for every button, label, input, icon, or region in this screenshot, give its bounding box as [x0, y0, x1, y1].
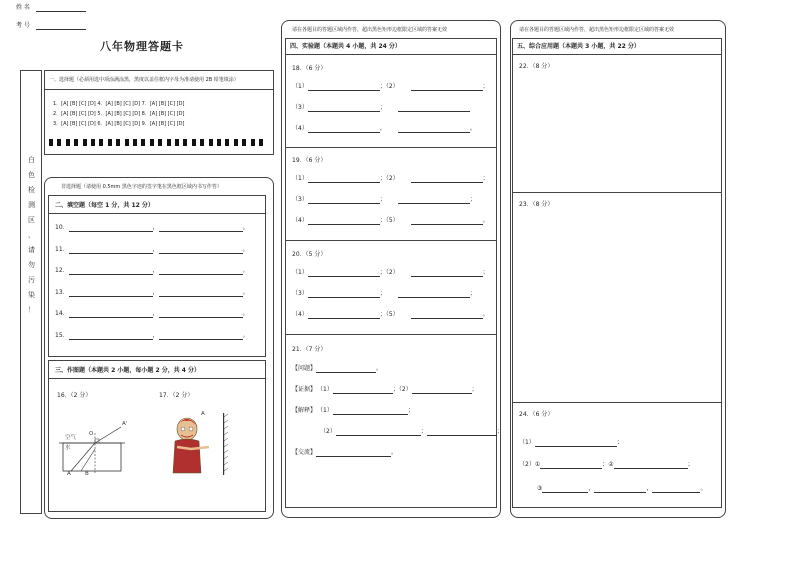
fill-in-input[interactable]: [69, 289, 153, 297]
fill-in-row: 11． ， 。: [55, 245, 249, 253]
q21-exchange-row: 【交流】 。: [292, 449, 398, 456]
q19-input[interactable]: [411, 175, 483, 183]
q21-question-row: 【问题】 。: [292, 365, 383, 372]
q24-label: 24．（6 分）: [519, 411, 554, 418]
q21-explain-row-2: （2） ； ；: [320, 428, 503, 435]
q20-label: 20．（5 分）: [292, 251, 327, 258]
name-input[interactable]: [36, 4, 86, 12]
timing-mark: [108, 139, 112, 146]
q24-row-1: （1） ；: [519, 439, 623, 446]
q24-input-6[interactable]: [652, 485, 700, 493]
timing-mark: [183, 139, 187, 146]
timing-mark: [217, 139, 221, 146]
name-label: 姓 名: [16, 4, 30, 11]
q24-input-1[interactable]: [535, 439, 617, 447]
side-notice-char: 区: [28, 216, 35, 224]
fill-in-row: 13． ， 。: [55, 288, 249, 296]
timing-mark: [116, 139, 120, 146]
side-notice-char: 污: [28, 276, 35, 284]
q21-explain-row: 【解释】 （1） ；: [292, 407, 414, 414]
timing-mark: [225, 139, 229, 146]
q19-row: （1） ；（2） ；: [292, 175, 489, 182]
timing-mark: [175, 139, 179, 146]
section-experiments-title: 四、实验题（本题共 4 小题，共 24 分）: [290, 43, 401, 50]
timing-mark: [91, 139, 95, 146]
timing-mark: [150, 139, 154, 146]
timing-mark: [83, 139, 87, 146]
fill-in-number: 13．: [55, 288, 69, 296]
q22-answer-area[interactable]: [513, 55, 721, 192]
section-applications-title: 五、综合应用题（本题共 3 小题，共 22 分）: [517, 43, 640, 50]
timing-mark: [74, 139, 78, 146]
fill-in-input[interactable]: [69, 246, 153, 254]
q19-row: （4） ；（5） 。: [292, 217, 489, 224]
timing-mark: [192, 139, 196, 146]
q21-explain-label: 【解释】: [292, 407, 317, 414]
timing-mark: [242, 139, 246, 146]
choice-row-2[interactable]: 2．[A] [B] [C] [D] 5．[A] [B] [C] [D] 8．[A] [B] [C] [D]: [53, 111, 185, 117]
timing-mark: [141, 139, 145, 146]
mirror-figure[interactable]: [161, 407, 237, 479]
fill-in-number: 10．: [55, 224, 69, 231]
q18-input[interactable]: [308, 125, 380, 133]
section-drawing: [48, 360, 266, 512]
exam-number-input[interactable]: [36, 22, 86, 30]
q21-evidence-row: 【证据】 （1） ；（2） ；: [292, 386, 478, 393]
side-notice-char: 白: [28, 156, 35, 164]
q20-input[interactable]: [308, 290, 380, 298]
name-row: [16, 4, 86, 12]
fill-in-input[interactable]: [69, 310, 153, 318]
col2-notice: 请在各题目的答题区域内作答，超出黑色矩形边框限定区域的答案无效: [292, 27, 448, 33]
q18-row: （4） 。 。: [292, 125, 476, 132]
side-notice-char: ！: [28, 306, 35, 314]
side-notice-char: 请: [28, 246, 35, 254]
q20-input[interactable]: [308, 311, 380, 319]
timing-mark: [66, 139, 70, 146]
timing-mark: [259, 139, 263, 146]
side-notice-char: 染: [28, 291, 35, 299]
q16-label: 16．（2 分）: [57, 392, 92, 399]
fill-in-input[interactable]: [159, 310, 243, 318]
q20-row: （4） ；（5） 。: [292, 311, 489, 318]
section-fill-in: [48, 195, 266, 357]
timing-mark: [209, 139, 213, 146]
q19-input[interactable]: [411, 217, 483, 225]
section-choice-title: 一、选择题（必须用选中项涂满涂黑，黑度以盖住框内字母为准请使用 2B 铅笔填涂）: [49, 77, 239, 83]
q23-answer-area[interactable]: [513, 193, 721, 401]
q20-row: （1） ；（2） ；: [292, 269, 489, 276]
side-notice-char: 勿: [28, 261, 35, 269]
q20-row: （3） ； ；: [292, 290, 476, 297]
fill-in-input[interactable]: [159, 267, 243, 275]
q19-row: （3） ； ；: [292, 196, 476, 203]
timing-mark: [158, 139, 162, 146]
q19-input[interactable]: [398, 196, 470, 204]
section-choice: [44, 70, 274, 155]
nonchoice-note: 非选择题（请使用 0.5mm 黑色字迹的签字笔在黑色框区域内书写作答）: [61, 184, 222, 190]
side-notice-char: 测: [28, 201, 35, 209]
fill-in-number: 14．: [55, 310, 69, 317]
point-o-label: O: [89, 431, 94, 437]
point-b-label: B: [85, 471, 89, 475]
timing-marks: [49, 139, 269, 147]
side-notice-char: 色: [28, 171, 35, 179]
choice-row-3[interactable]: 3．[A] [B] [C] [D] 6．[A] [B] [C] [D] 9．[A] [B] [C] [D]: [53, 121, 185, 127]
q21-label: 21．（7 分）: [292, 346, 327, 353]
timing-mark: [133, 139, 137, 146]
fill-in-row: 10． ， 。: [55, 224, 249, 231]
q18-input[interactable]: [411, 83, 483, 91]
q18-input[interactable]: [308, 83, 380, 91]
q20-input[interactable]: [411, 269, 483, 277]
q22-label: 22．（8 分）: [519, 63, 554, 70]
side-notice-char: ，: [28, 231, 35, 239]
point-a-prime-label: A': [122, 421, 128, 427]
fill-in-input[interactable]: [69, 332, 153, 340]
q18-label: 18．（6 分）: [292, 65, 327, 72]
q19-input[interactable]: [308, 217, 380, 225]
exam-number-row: [16, 22, 86, 30]
q24-row-2: （2）① ；② ；: [519, 461, 694, 468]
q19-input[interactable]: [308, 196, 380, 204]
q21-explain-input-2[interactable]: [336, 428, 421, 436]
page-title: 八年物理答题卡: [100, 40, 184, 53]
timing-mark: [49, 139, 53, 146]
q19-input[interactable]: [308, 175, 380, 183]
timing-mark: [99, 139, 103, 146]
mirror-point-a-label: A: [201, 411, 205, 417]
fill-in-input[interactable]: [159, 332, 243, 340]
q21-exchange-input[interactable]: [316, 449, 391, 457]
q24-input-3[interactable]: [614, 461, 688, 469]
air-label: 空气: [65, 435, 77, 441]
section-drawing-title: 三、作图题（本题共 2 小题，每小题 2 分，共 4 分）: [55, 367, 201, 374]
q24-input-2[interactable]: [540, 461, 602, 469]
q24-row-3: ③ ， ， 。: [537, 485, 707, 492]
q21-explain-input-1[interactable]: [333, 407, 408, 415]
refraction-figure[interactable]: [59, 413, 129, 475]
q18-row: （3） ；: [292, 104, 470, 112]
fill-in-number: 11．: [55, 245, 69, 253]
side-notice-char: 检: [28, 186, 35, 194]
timing-mark: [200, 139, 204, 146]
q21-evidence-label: 【证据】: [292, 386, 317, 393]
water-label: 水: [65, 445, 71, 451]
q24-input-4[interactable]: [542, 485, 588, 493]
timing-mark: [125, 139, 129, 146]
fill-in-input[interactable]: [159, 289, 243, 297]
q21-exchange-label: 【交流】: [292, 449, 317, 456]
q21-question-input[interactable]: [316, 365, 376, 373]
q18-input[interactable]: [398, 104, 470, 112]
point-a-label: A: [67, 471, 71, 475]
fill-in-number: 15．: [55, 331, 69, 339]
fill-in-input[interactable]: [159, 246, 243, 254]
q21-evidence-input-2[interactable]: [412, 386, 472, 394]
fill-in-input[interactable]: [69, 267, 153, 275]
fill-in-input[interactable]: [69, 224, 153, 232]
q19-label: 19．（6 分）: [292, 157, 327, 164]
fill-in-input[interactable]: [159, 224, 243, 232]
section-fill-in-title: 二、填空题（每空 1 分，共 12 分）: [55, 202, 154, 209]
q24-input-5[interactable]: [594, 485, 646, 493]
col3-notice: 请在各题目的答题区域内作答，超出黑色矩形边框限定区域的答案无效: [519, 27, 675, 33]
fill-in-row: 12． ， 。: [55, 267, 249, 274]
timing-mark: [57, 139, 61, 146]
timing-mark: [167, 139, 171, 146]
q21-question-label: 【问题】: [292, 365, 317, 372]
choice-row-1[interactable]: 1．[A] [B] [C] [D] 4．[A] [B] [C] [D] 7．[A] [B] [C] [D]: [53, 101, 185, 107]
fill-in-row: 14． ， 。: [55, 310, 249, 317]
q20-input[interactable]: [411, 311, 483, 319]
timing-mark: [251, 139, 255, 146]
q18-input[interactable]: [398, 125, 470, 133]
exam-number-label: 考 号: [16, 22, 30, 29]
fill-in-number: 12．: [55, 267, 69, 274]
fill-in-row: 15． ， 。: [55, 331, 249, 339]
q23-label: 23．（8 分）: [519, 201, 554, 208]
q17-label: 17．（2 分）: [159, 392, 194, 399]
section-experiments: [285, 38, 503, 508]
q21-explain-input-3[interactable]: [427, 428, 497, 436]
q18-row: （1） ；（2） ；: [292, 83, 489, 90]
section-applications: [512, 38, 722, 508]
q20-input[interactable]: [398, 290, 470, 298]
q20-input[interactable]: [308, 269, 380, 277]
timing-mark: [234, 139, 238, 146]
q21-evidence-input-1[interactable]: [333, 386, 393, 394]
q18-input[interactable]: [308, 104, 380, 112]
